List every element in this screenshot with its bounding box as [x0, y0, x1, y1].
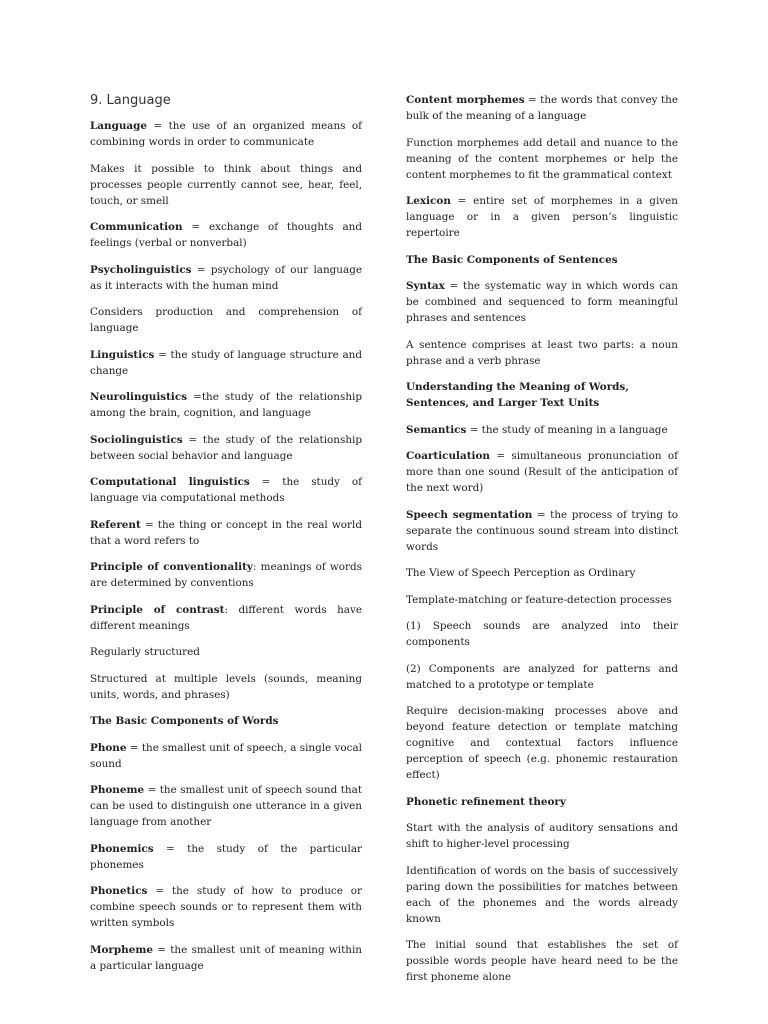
term: Referent: [90, 518, 141, 531]
definition-paragraph: [90, 474, 362, 506]
bullet-paragraph: [406, 863, 678, 927]
term: Psycholinguistics: [90, 263, 192, 276]
paragraph-text: = the thing or concept in the real world that a word refers to: [90, 518, 362, 547]
paragraph-text: = the systematic way in which words can be combined and sequenced to form meaningful phrases and sentences: [406, 280, 678, 324]
term: Principle of contrast: [90, 603, 225, 616]
term: Sociolinguistics: [90, 433, 183, 446]
paragraph-text: Identification of words on the basis of successively paring down the possibilities for matches between each of the phonemes and the words already known: [406, 864, 678, 925]
paragraph-text: : meanings of words are determined by conventions: [90, 561, 363, 589]
section-title: 9. Language: [90, 93, 171, 108]
term: Morpheme: [90, 943, 153, 956]
paragraph-text: = the smallest unit of speech, a single vocal sound: [90, 741, 362, 770]
definition-paragraph: [90, 432, 362, 464]
definition-paragraph: [90, 118, 362, 150]
paragraph-text: : different words have different meanings: [90, 603, 362, 632]
text-paragraph: [90, 161, 362, 209]
definition-paragraph: [406, 448, 678, 496]
definition-paragraph: [90, 559, 362, 591]
term: Communication: [90, 221, 183, 233]
definition-paragraph: [90, 740, 362, 772]
definition-paragraph: [90, 262, 362, 294]
subheading: Understanding the Meaning of Words, Sentences, and Larger Text Units: [406, 381, 629, 409]
definition-paragraph: [406, 193, 678, 241]
definition-paragraph: [90, 942, 362, 974]
paragraph-text: = the smallest unit of meaning within a particular language: [90, 943, 362, 972]
subheading: The Basic Components of Words: [90, 715, 279, 727]
term: Language: [90, 120, 148, 132]
term: Speech segmentation: [406, 508, 533, 521]
term: Syntax: [406, 280, 445, 292]
term: Phonetics: [90, 885, 148, 897]
paragraph-text: The initial sound that establishes the set of possible words people have heard need to be the first phoneme alone: [406, 939, 678, 983]
bullet-paragraph: [90, 671, 362, 703]
term: Phoneme: [90, 784, 145, 796]
definition-paragraph: [90, 347, 362, 379]
right-items: [406, 92, 678, 985]
paragraph-text: = simultaneous pronunciation of more than one sound (Result of the anticipation of the next word): [406, 450, 678, 494]
term: Coarticulation: [406, 450, 490, 462]
paragraph-text: = the study of language via computational methods: [90, 476, 362, 504]
paragraph-text: = the process of trying to separate the continuous sound stream into distinct words: [406, 508, 679, 553]
term: Content morphemes: [406, 94, 525, 106]
definition-paragraph: [406, 92, 678, 124]
paragraph-text: Template-matching or feature-detection processes: [406, 593, 672, 606]
definition-paragraph: [406, 507, 678, 555]
paragraph-text: A sentence comprises at least two parts: a noun phrase and a verb phrase: [406, 338, 678, 367]
definition-paragraph: [90, 883, 362, 931]
bullet-paragraph: [406, 937, 678, 985]
left-column: [90, 92, 362, 984]
subheading: The Basic Components of Sentences: [406, 253, 618, 266]
text-paragraph: [406, 618, 678, 650]
paragraph-text: = psychology of our language as it interacts with the human mind: [90, 263, 362, 292]
paragraph-text: = entire set of morphemes in a given language or in a given person’s linguistic repertoire: [406, 195, 678, 239]
definition-paragraph: [406, 278, 678, 326]
paragraph-text: = the smallest unit of speech sound that can be used to distinguish one utterance in a given language from another: [90, 784, 362, 828]
term: Phonemics: [90, 842, 154, 855]
term: Semantics: [406, 423, 467, 436]
paragraph-text: Makes it possible to think about things and processes people currently cannot see, hear, feel, touch, or smell: [90, 162, 362, 207]
definition-paragraph: [90, 219, 362, 251]
bullet-paragraph: [90, 644, 362, 660]
term: Phone: [90, 741, 127, 754]
paragraph-text: Regularly structured: [90, 646, 200, 658]
paragraph-text: = the study of the relationship between social behavior and language: [90, 433, 362, 462]
paragraph-text: = the use of an organized means of combining words in order to communicate: [90, 120, 362, 148]
text-paragraph: [406, 703, 678, 783]
left-items: [90, 118, 362, 974]
text-paragraph: [90, 304, 362, 336]
paragraph-text: = exchange of thoughts and feelings (verbal or nonverbal): [90, 221, 362, 249]
term: Lexicon: [406, 195, 451, 207]
text-paragraph: [406, 592, 678, 608]
right-column: [406, 92, 678, 996]
paragraph-text: Start with the analysis of auditory sensations and shift to higher-level processing: [406, 822, 678, 850]
paragraph-text: The View of Speech Perception as Ordinary: [406, 567, 636, 579]
definition-paragraph: [90, 389, 362, 421]
text-paragraph: [406, 135, 678, 183]
definition-paragraph: [90, 841, 362, 873]
term: Neurolinguistics: [90, 391, 188, 403]
term: Linguistics: [90, 348, 155, 361]
definition-paragraph: [90, 517, 362, 549]
paragraph-text: Function morphemes add detail and nuance to the meaning of the content morphemes or help the content morphemes to fit the grammatical context: [406, 136, 678, 181]
paragraph-text: = the study of language structure and change: [90, 348, 362, 377]
paragraph-text: Structured at multiple levels (sounds, meaning units, words, and phrases): [90, 672, 362, 701]
paragraph-text: Require decision-making processes above and beyond feature detection or template matching cognitive and contextual factors influence perception of speech (e.g. phonemic restauration effect): [406, 705, 678, 781]
text-paragraph: [406, 565, 678, 581]
text-paragraph: [406, 337, 678, 369]
paragraph-text: Considers production and comprehension of language: [90, 306, 362, 334]
paragraph-text: = the words that convey the bulk of the meaning of a language: [406, 94, 679, 122]
paragraph-text: (1) Speech sounds are analyzed into their components: [406, 620, 678, 648]
definition-paragraph: [90, 602, 362, 634]
term: Principle of conventionality: [90, 561, 253, 573]
paragraph-text: = the study of meaning in a language: [466, 423, 668, 436]
term: Computational linguistics: [90, 476, 250, 488]
subheading: Phonetic refinement theory: [406, 795, 566, 808]
text-paragraph: [406, 661, 678, 693]
paragraph-text: = the study of the particular phonemes: [90, 842, 362, 871]
paragraph-text: (2) Components are analyzed for patterns and matched to a prototype or template: [406, 662, 678, 691]
definition-paragraph: [406, 422, 678, 438]
bullet-paragraph: [406, 820, 678, 852]
definition-paragraph: [90, 782, 362, 830]
paragraph-text: =the study of the relationship among the brain, cognition, and language: [90, 391, 362, 419]
paragraph-text: = the study of how to produce or combine speech sounds or to represent them with written symbols: [90, 885, 362, 929]
